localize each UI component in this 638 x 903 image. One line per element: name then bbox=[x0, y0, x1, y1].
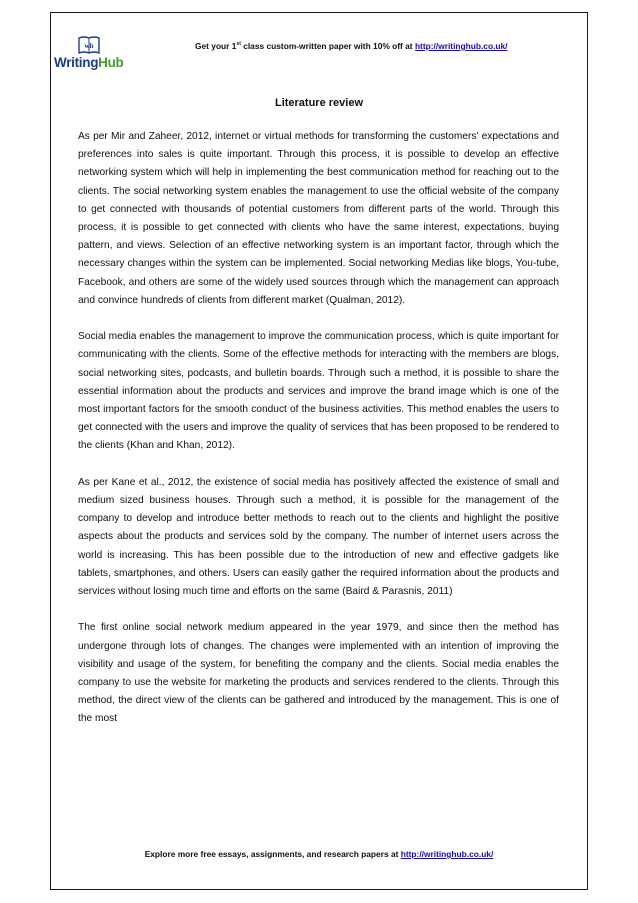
footer-promo bbox=[0, 849, 638, 859]
footer-promo-text: Explore more free essays, assignments, and research papers at bbox=[144, 849, 401, 859]
logo-book-text: wh bbox=[84, 42, 94, 50]
logo-wordmark bbox=[54, 55, 124, 70]
header-promo bbox=[195, 41, 615, 51]
document-body bbox=[78, 128, 559, 747]
header-promo-middle: class custom-written paper with 10% off at bbox=[240, 41, 415, 51]
header-promo-sup: st bbox=[236, 41, 241, 48]
header-promo-prefix: Get your 1 bbox=[195, 41, 237, 51]
writinghub-logo[interactable] bbox=[54, 33, 134, 75]
book-icon bbox=[78, 35, 100, 55]
logo-word-writing: Writing bbox=[54, 55, 99, 70]
paragraph: As per Mir and Zaheer, 2012, internet or virtual methods for transforming the customers’ expectations and preferences into sales is quite important. Through this process, it is possible to develop an effective networking system which will help in implementing the best communication method for reaching out to the clients. The social networking system enables the management to use the official website of the company to get connected with thousands of potential customers from different parts of the world. Through this process, it is possible to get connected with clients who have the same interest, expectations, buying pattern, and views. Selection of an effective networking system is an important factor, through which the necessary changes within the system can be implemented. Social networking Medias like blogs, You-tube, Facebook, and others are some of the widely used sources through which the management can approach and convince hundreds of clients from different market (Qualman, 2012). bbox=[78, 131, 559, 306]
paragraph: As per Kane et al., 2012, the existence of social media has positively affected the existence of small and medium sized business houses. Through such a method, it is possible for the management of the company to develop and introduce better methods to reach out to the clients and highlight the positive aspects about the products and services sold by the company. The number of internet users across the world is increasing. This has been possible due to the introduction of new and effective gadgets like tablets, smartphones, and others. Users can easily gather the required information about the products and services without losing much time and efforts on the same (Baird & Parasnis, 2011) bbox=[78, 476, 559, 598]
header-promo-link[interactable]: http://writinghub.co.uk/ bbox=[414, 41, 508, 51]
document-title: Literature review bbox=[274, 97, 364, 109]
logo-word-hub: Hub bbox=[98, 55, 124, 70]
paragraph: Social media enables the management to improve the communication process, which is quite important for communicating with the clients. Some of the effective methods for interacting with the members are blogs, social networking sites, podcasts, and bulletin boards. Through such a method, it is possible to share the essential information about the products and services and improve the brand image which is one of the most important factors for the smooth conduct of the business activities. This method enables the users to get connected with the users and improve the quality of services that has been proposed to be rendered to the clients (Khan and Khan, 2012). bbox=[78, 331, 559, 452]
paragraph: The first online social network medium appeared in the year 1979, and since then the method has undergone through lots of changes. The changes were implemented with an intention of improving the visibility and usage of the system, for benefiting the company and the clients. Social media enables the company to use the website for marketing the products and services rendered to the clients. Through this method, the direct view of the clients can be gathered and introduced by the management. This is one of the most bbox=[78, 622, 559, 725]
footer-promo-link[interactable]: http://writinghub.co.uk/ bbox=[400, 849, 494, 859]
